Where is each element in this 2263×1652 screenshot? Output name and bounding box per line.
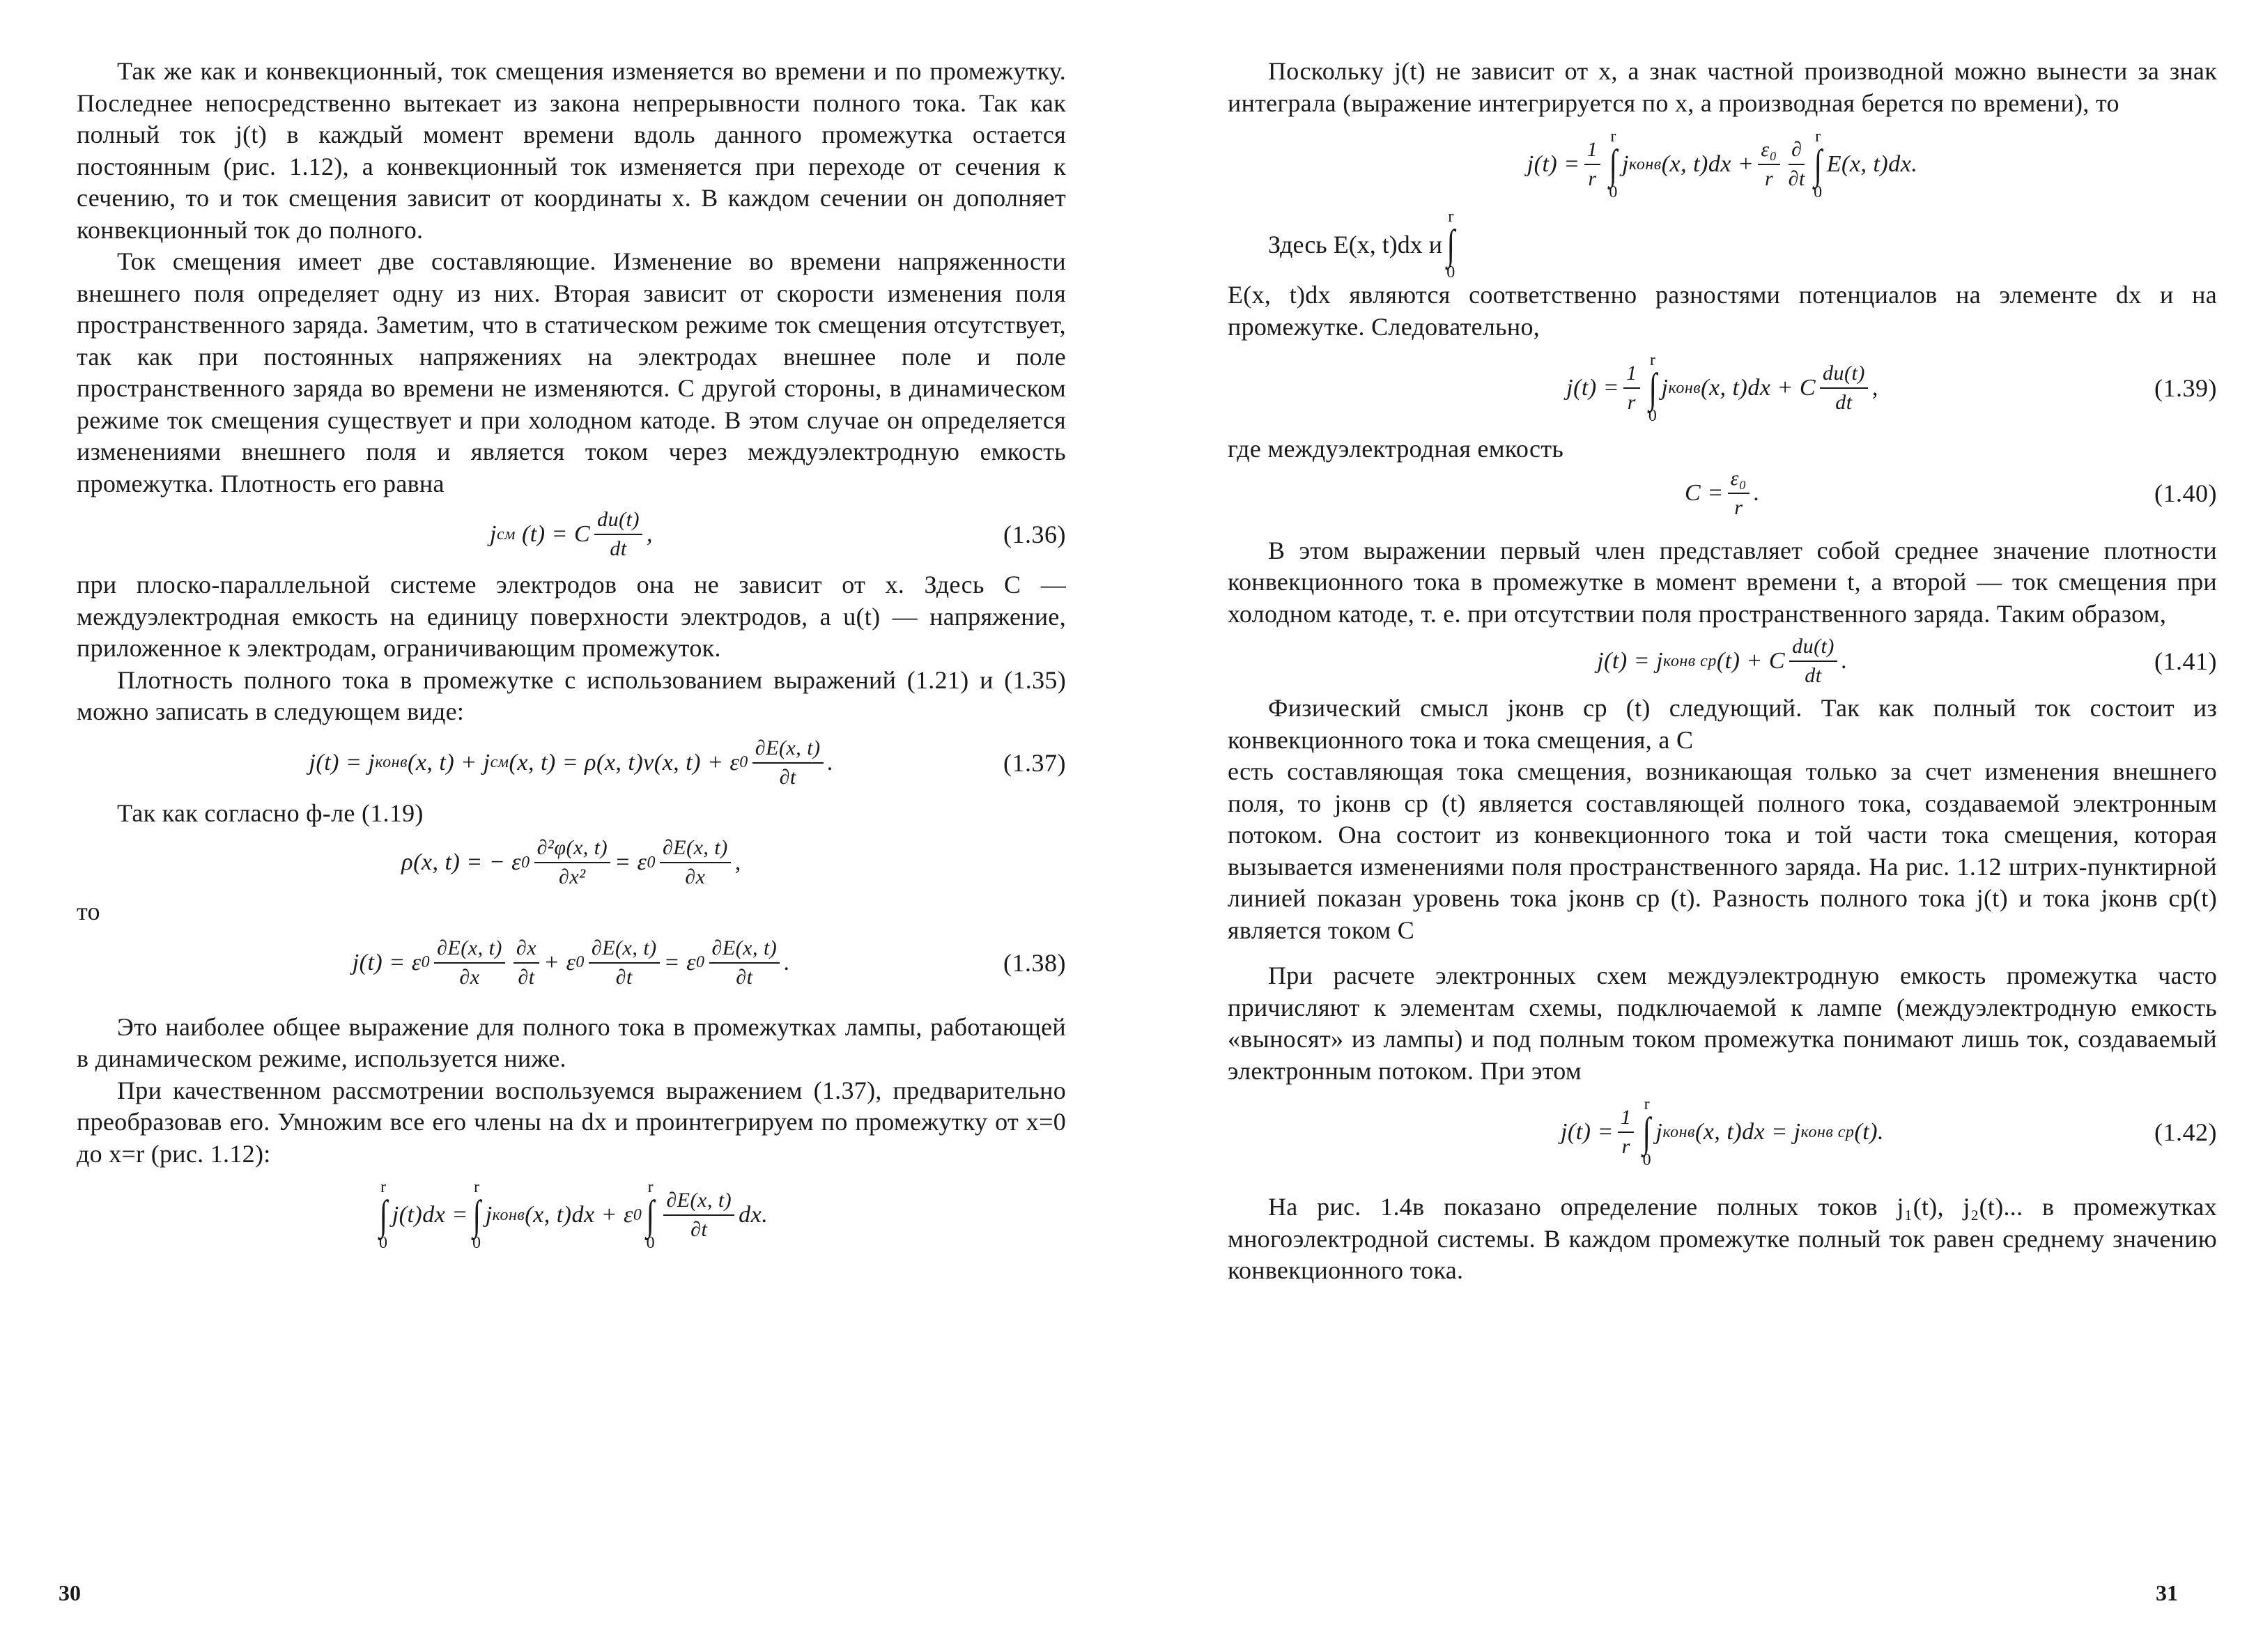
left-paragraph-1: Так же как и конвекционный, ток смещения изменяется во времени и по промежутку. Последнее непосредственно вытекает из закона непрерывности полного тока. Так как полный ток j(t) в каждый момент времени вдоль данного промежутка остается постоянным (рис. 1.12), а конвекционный ток изменяется при переходе от сечения к сечению, то и ток смещения зависит от координаты x. В каждом сечении он дополняет конвекционный ток до полного. [77,57,1066,244]
left-column [77,56,1066,1260]
equation-number: (1.41) [2154,647,2217,675]
equation-number: (1.40) [2154,479,2217,507]
right-paragraph-3: где междуэлектродная емкость [1228,435,1564,463]
equation-1-40: C = $\frac{\text{ε₀}}{r}$ . (1.40) [1685,466,2217,519]
left-paragraph-2: Ток смещения имеет две составляющие. Изменение во времени напряженности внешнего поля определяет одну из них. Вторая зависит от скорости изменения поля пространственного заряда. Заметим, что в статическом режиме ток смещения отсутствует, так как при постоянных напряжениях на электродах внешнее поле и поле пространственного заряда во времени не изменяются. С другой стороны, в динамическом режиме ток смещения существует и при холодном катоде. В этом случае он определяется изменениями внешнего поля и является током через междуэлектродную емкость промежутка. Плотность его равна [77,247,1066,497]
equation-number: (1.42) [2154,1118,2217,1146]
left-paragraph-3: при плоско-параллельной системе электродов она не зависит от x. Здесь C — междуэлектродная емкость на единицу поверхности электродов, а u(t) — напряжение, приложенное к электродам, ограничивающим промежуток. [77,571,1066,662]
equation-1-41: j(t) = j конв ср (t) + C $\frac{du(t)}{dt}$ . (1.41) [1597,635,2217,687]
equation-number: (1.36) [1003,520,1066,548]
equation-1-39: j(t) = $\frac{1}{r}$ r ∫ 0 j конв (x, t)dx + C $\frac{du(t)}{dt}$ , (1.39) [1566,351,2217,425]
left-paragraph-7: При качественном рассмотрении воспользуемся выражением (1.37), предварительно преобразовав его. Умножим все его члены на dx и проинтегрируем по промежутку от x=0 до x=r (рис. 1.12): [77,1076,1066,1168]
left-paragraph-6: Это наиболее общее выражение для полного тока в промежутках лампы, работающей в динамическом режиме, используется ниже. [77,1012,1066,1072]
equation-1-42: j(t) = $\frac{1}{r}$ r ∫ 0 j конв (x, t)dx = j конв ср (t). (1.42) [1560,1095,2217,1169]
page-number: 30 [59,1580,81,1605]
equation-number: (1.37) [1003,748,1066,777]
right-paragraph-2-line: Здесь E(x, t)dx и r ∫ 0 [1268,208,1455,281]
equation-number: (1.39) [2154,374,2217,402]
equation-integral: r ∫ 0 j(t)dx = r ∫ 0 j конв (x, t)dx + ε 0 r ∫ 0 $\frac{\partial E(x, t)}{\partial t}$ dx. [378,1178,769,1252]
right-column [1228,56,2217,1287]
right-paragraph-1: Поскольку j(t) не зависит от x, а знак частной производной можно вынести за знак интеграла (выражение интегрируется по x, а производная берется по времени), то [1228,57,2217,117]
equation-jt-integral: j(t) = $\frac{1}{r}$ r ∫ 0 j конв (x, t)dx + $\frac{\text{ε₀}}{r}$ $\frac{\partial}{\partial t}$ r ∫ 0 E(x, t)dx. [1527,128,1918,201]
right-paragraph-2a: Здесь E(x, t)dx и [1268,231,1442,258]
right-paragraph-4: В этом выражении первый член представляет собой среднее значение плотности конвекционного тока в промежутке в момент времени t, а второй — ток смещения при холодном катоде, т. е. при отсутствии поля пространственного заряда. Таким образом, [1228,536,2217,628]
right-paragraph-2b: E(x, t)dx являются соответственно разностями потенциалов на элементе dx и на промежутке. Следовательно, [1228,281,2217,341]
equation-1-36: j см (t) = C $\frac{du(t)}{dt}$ , (1.36) [490,508,1066,560]
equation-1-38: j(t) = ε 0 $\frac{\partial E(x, t)}{\partial x}$ $\frac{\partial x}{\partial t}$ + ε 0 $\frac{\partial E(x, t)}{\partial t}$ = ε 0 $\frac{\partial E(x, t)}{\partial t}$ . (1.38) [352,936,1066,989]
left-paragraph-4: Плотность полного тока в промежутке с использованием выражений (1.21) и (1.35) можно записать в следующем виде: [77,665,1066,725]
equation-number: (1.38) [1003,948,1066,977]
right-paragraph-6: При расчете электронных схем междуэлектродную емкость промежутка часто причисляют к элементам схемы, подключаемой к лампе (междуэлектродную емкость «выносят» из лампы) и под полным током промежутка понимают лишь ток, создаваемый электронным потоком. При этом [1228,962,2217,1085]
right-paragraph-7: На рис. 1.4в показано определение полных токов j₁(t), j₂(t)... в промежутках многоэлектродной системы. В каждом промежутке полный ток равен среднему значению конвекционного тока. [1228,1193,2217,1284]
page-number: 31 [2156,1580,2178,1605]
right-paragraph-5a: Физический смысл jконв ср (t) следующий. Так как полный ток состоит из конвекционного тока и тока смещения, а C [1228,694,2217,754]
right-page [1132,0,2263,1652]
right-paragraph-5b: есть составляющая тока смещения, возникающая только за счет изменения внешнего поля, то jконв ср (t) является составляющей полного тока, создаваемой электронным потоком. Она состоит из конвекционного тока и той части тока смещения, которая вызывается изменениями поля пространственного заряда. На рис. 1.12 штрих-пунктирной линией показан уровень тока jконв ср (t). Разность полного тока j(t) и тока jконв ср(t) является током C [1228,757,2217,944]
equation-1-37: j(t) = j конв (x, t) + j см (x, t) = ρ(x, t)v(x, t) + ε 0 $\frac{\partial E(x, t)}{\partial t}$ . (1.37) [309,736,1066,789]
left-word-to: то [77,897,100,925]
equation-rho: ρ(x, t) = − ε 0 $\frac{\text{∂²φ(x, t)}}{\text{∂x²}}$ = ε 0 $\frac{\partial E(x, t)}{\partial x}$ , [401,836,741,888]
left-paragraph-5: Так как согласно ф-ле (1.19) [117,798,424,827]
